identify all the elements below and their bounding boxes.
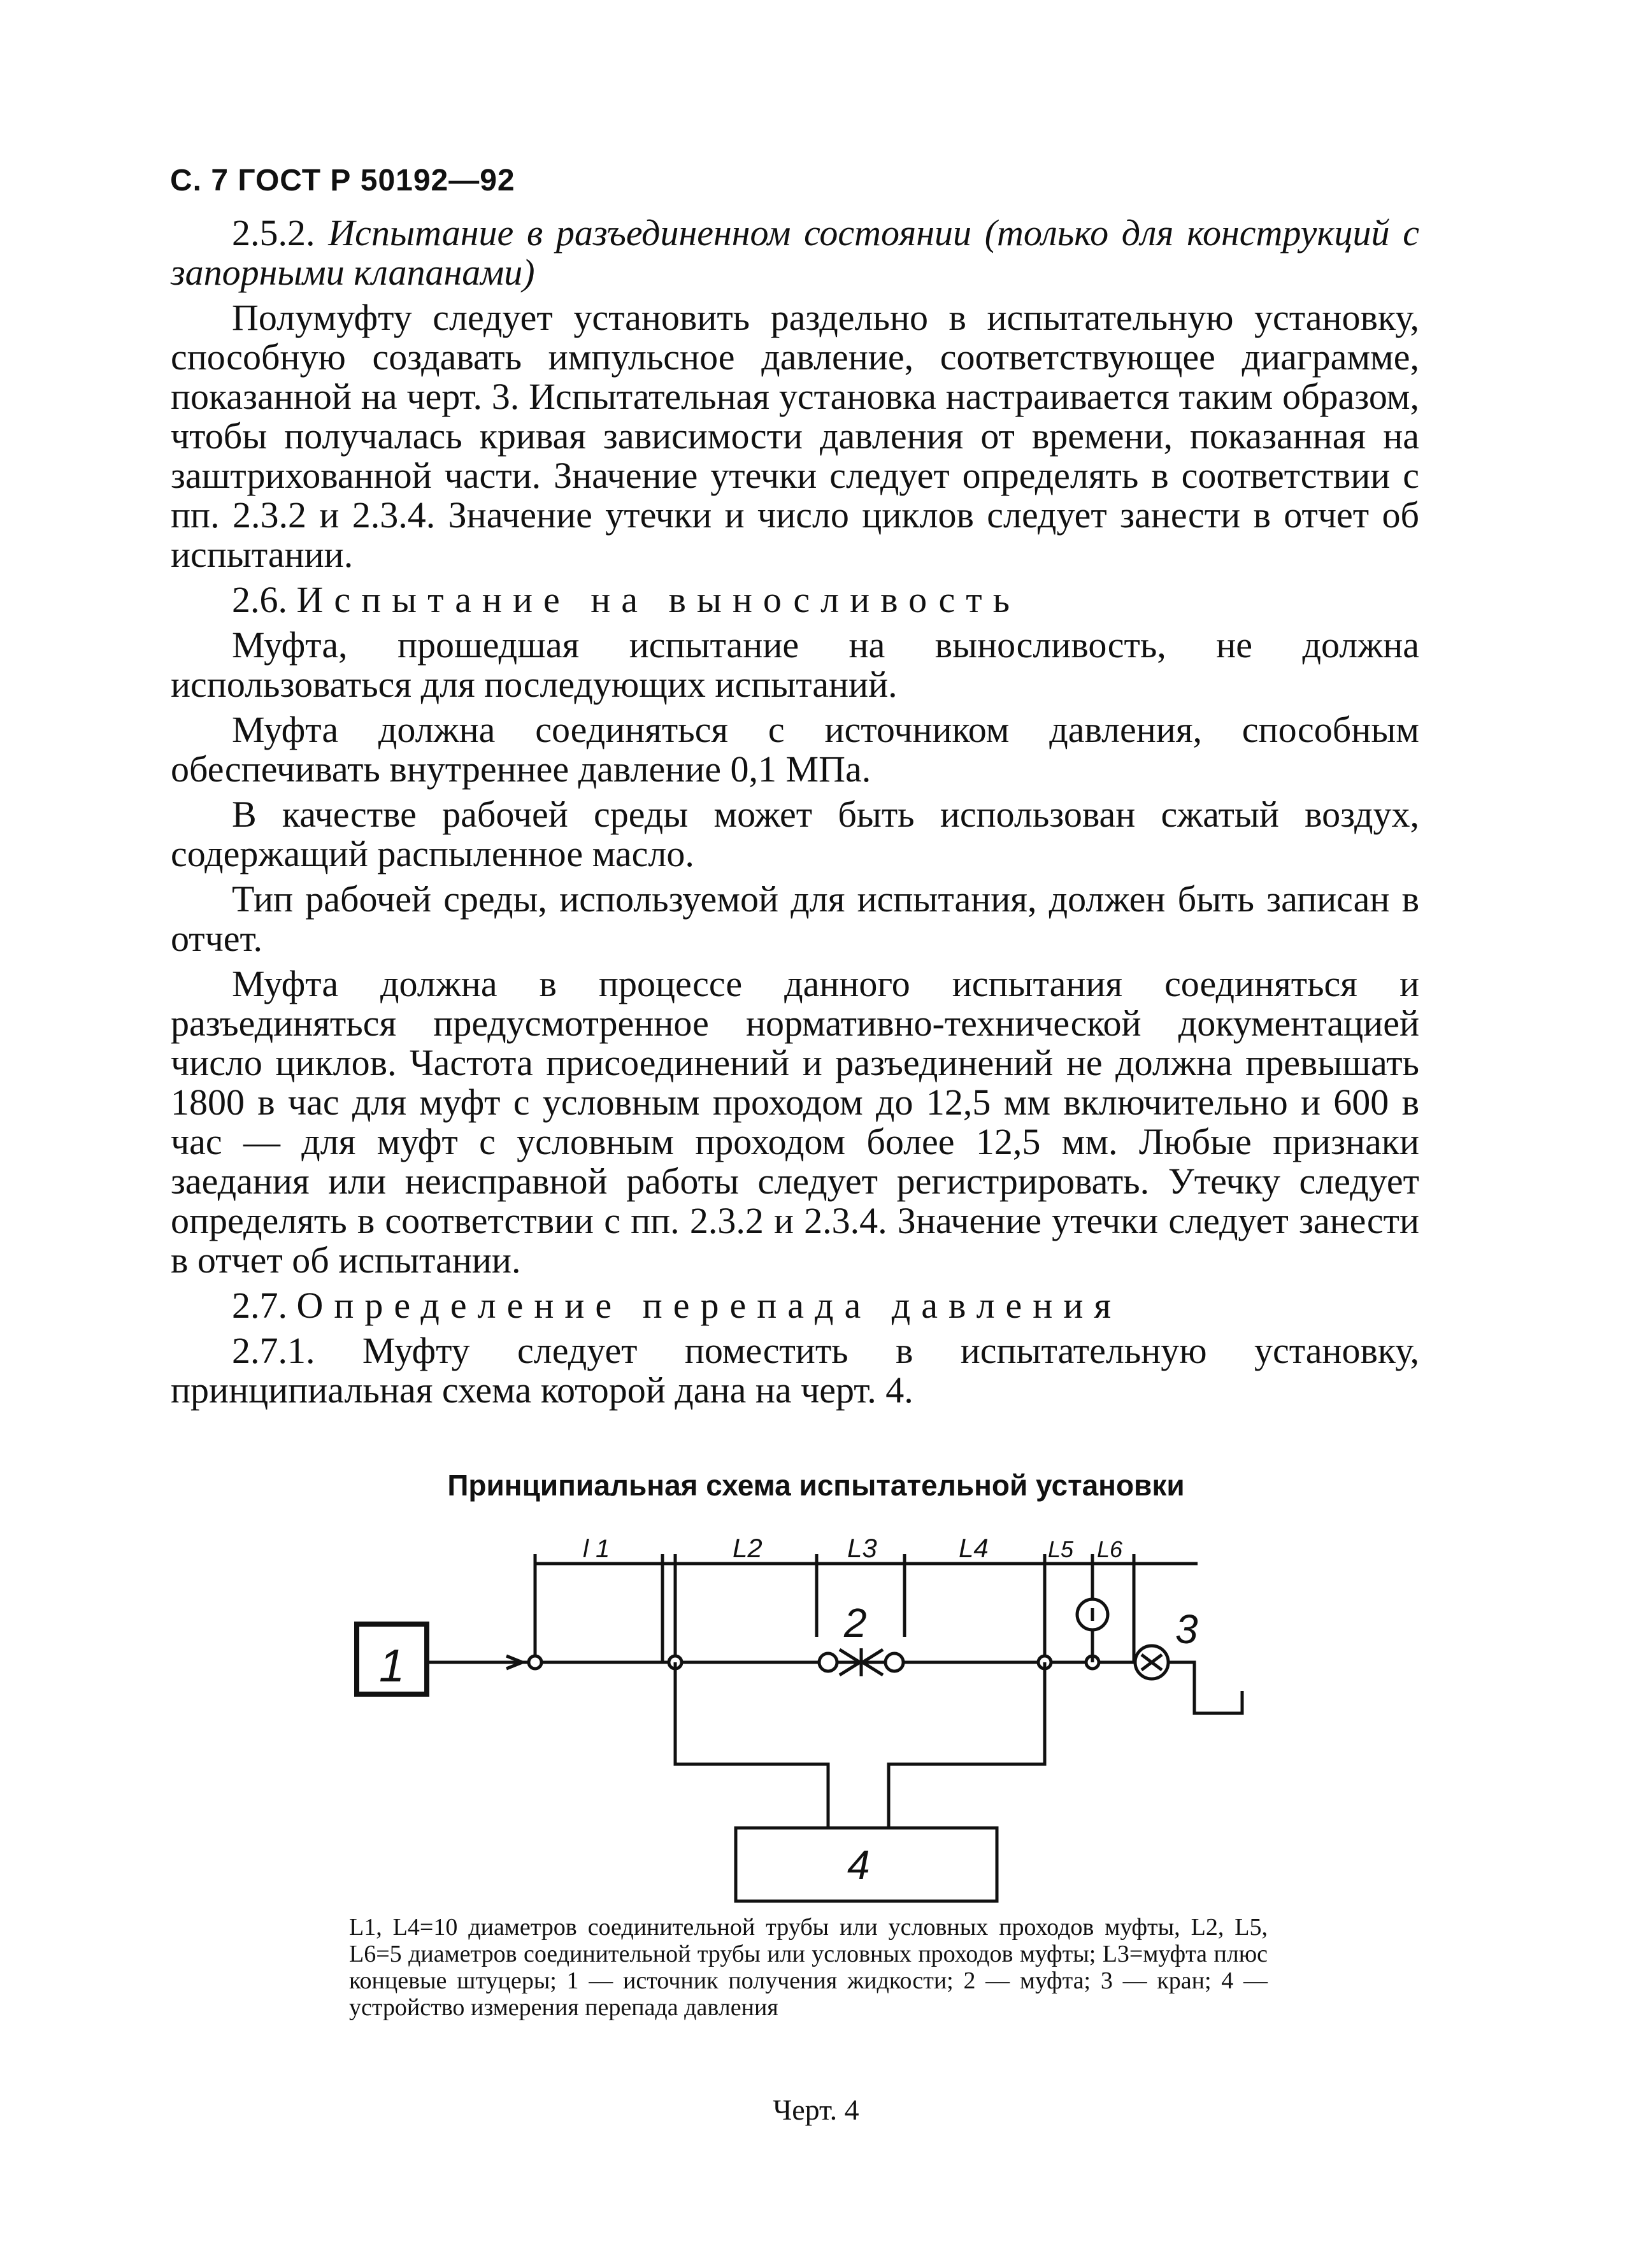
measure-line [675, 1662, 828, 1828]
drain-pipe [1168, 1662, 1242, 1713]
dim-label-l2: L2 [733, 1533, 762, 1563]
page-header: С. 7 ГОСТ Р 50192—92 [170, 164, 515, 197]
paragraph: Муфта, прошедшая испытание на выносливость, не должна использоваться для последующих испытаний. [171, 624, 1419, 705]
paragraph: В качестве рабочей среды может быть использован сжатый воздух, содержащий распыленное масло. [171, 794, 1419, 874]
dim-label-l4: L4 [959, 1533, 989, 1563]
section-number: 2.6. [232, 579, 287, 620]
box-1-label: 1 [379, 1641, 405, 1692]
section-number: 2.7. [232, 1285, 287, 1326]
paragraph: Муфта должна в процессе данного испытания соединяться и разъединяться предусмотренное нормативно-технической документацией число циклов. Частота присоединений и разъединений не должна превышать 1800 в час для муфт с условным проходом до 12,5 мм включительно и 600 в час — для муфт с условным проходом более 12,5 мм. Любые признаки заедания или неисправной работы следует регистрировать. Утечку следует определять в соответствии с пп. 2.3.2 и 2.3.4. Значение утечки следует занести в отчет об испытании. [171, 963, 1419, 1281]
coupling-half-icon [885, 1653, 903, 1671]
paragraph: Муфта должна соединяться с источником давления, способным обеспечивать внутреннее давление 0,1 МПа. [171, 709, 1419, 790]
section-title: Испытание в разъединенном состоянии (только для конструкций с запорными клапанами) [171, 212, 1420, 293]
section-number: 2.5.2. [232, 212, 315, 253]
figure-title: Принципиальная схема испытательной установки [447, 1469, 1185, 1502]
section-title: Испытание на выносливость [296, 579, 1021, 620]
coupling-label: 2 [844, 1600, 867, 1646]
box-4-label: 4 [847, 1842, 870, 1888]
paragraph: 2.7.1. Муфту следует поместить в испытательную установку, принципиальная схема которой дана на черт. 4. [171, 1330, 1419, 1411]
section-title: Определение перепада давления [296, 1285, 1122, 1326]
junction-node [529, 1656, 541, 1669]
paragraph: Полумуфту следует установить раздельно в испытательную установку, способную создавать импульсное давление, соответствующее диаграмме, показанной на черт. 3. Испытательная установка настраивается таким образом, чтобы получалась кривая зависимости давления от времени, показанная на заштрихованной части. Значение утечки следует определять в соответствии с пп. 2.3.2 и 2.3.4. Значение утечки и число циклов следует занести в отчет об испытании. [171, 297, 1419, 575]
valve-label: 3 [1175, 1606, 1198, 1652]
coupling-half-icon [819, 1653, 837, 1671]
figure-label: Черт. 4 [773, 2093, 859, 2126]
figure-caption: L1, L4=10 диаметров соединительной трубы или условных проходов муфты, L2, L5, L6=5 диаметров соединительной трубы или условных проходов муфты; L3=муфта плюс концевые штуцеры; 1 — источник получения жидкости; 2 — муфта; 3 — кран; 4 — устройство измерения перепада давления [349, 1914, 1268, 2021]
dim-label-l6: L6 [1097, 1536, 1123, 1562]
paragraph: Тип рабочей среды, используемой для испытания, должен быть записан в отчет. [171, 878, 1419, 959]
measure-line [889, 1662, 1045, 1828]
dim-label-l3: L3 [847, 1533, 877, 1563]
dim-label-l1: l 1 [583, 1535, 610, 1563]
dim-label-l5: L5 [1048, 1536, 1074, 1562]
